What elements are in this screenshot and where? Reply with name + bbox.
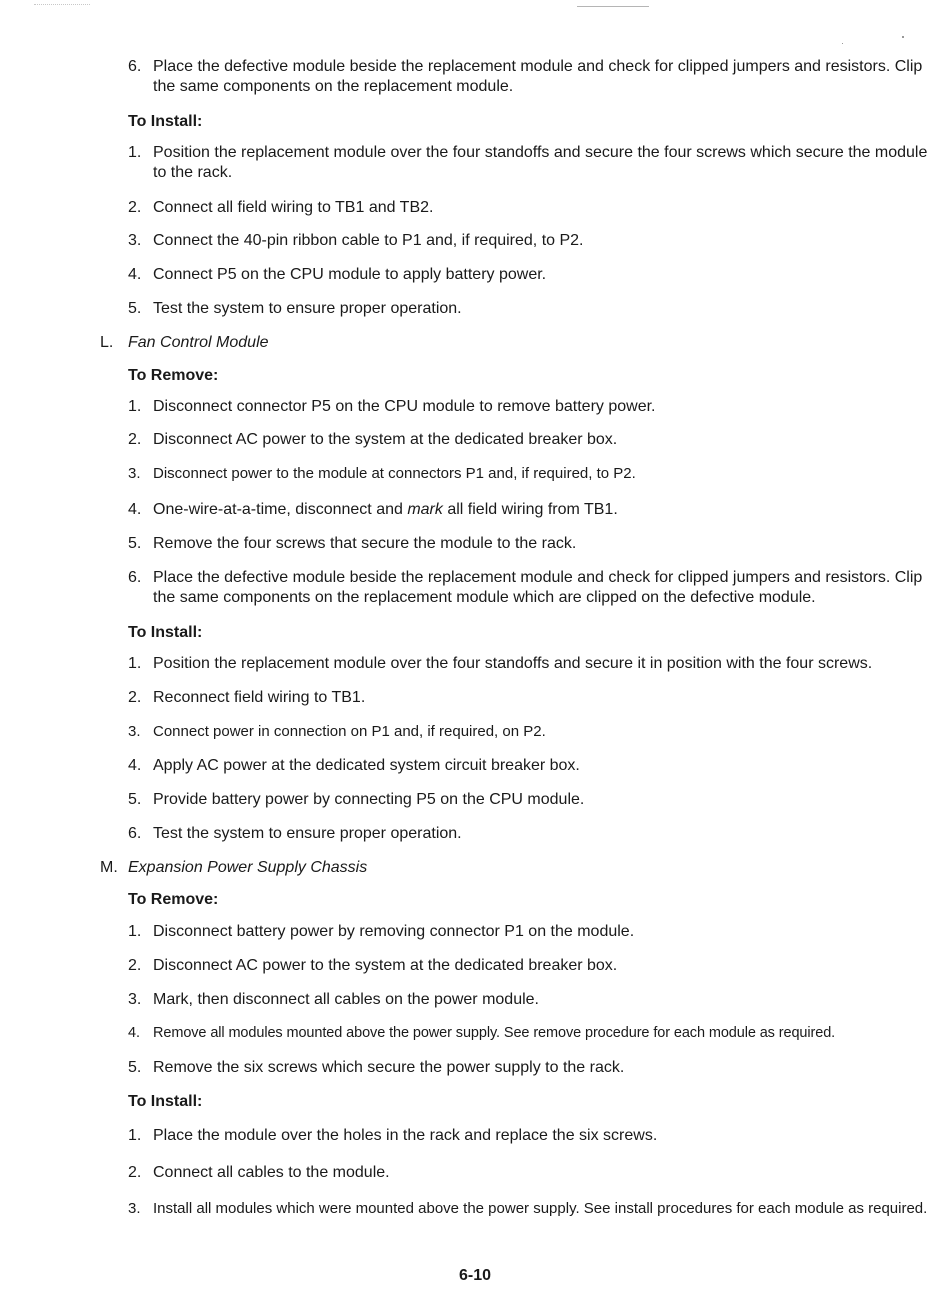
item-number: 2. <box>128 689 142 706</box>
item-text-part: all field wiring from TB1. <box>442 501 618 518</box>
section-letter: L. <box>100 334 114 351</box>
item-number: 1. <box>128 1127 142 1144</box>
section-title: Expansion Power Supply Chassis <box>128 859 368 876</box>
item-text: Place the module over the holes in the rack and replace the six screws. <box>153 1127 658 1144</box>
item-text: Connect all cables to the module. <box>153 1164 390 1181</box>
item-number: 4. <box>128 501 142 518</box>
item-text: Place the defective module beside the replacement module and check for clipped jumpers and resistors. Clip the same components on the replacement module which are clipped on the defective module. <box>153 569 923 606</box>
item-text: Disconnect AC power to the system at the dedicated breaker box. <box>153 957 618 974</box>
item-number: 4. <box>128 757 142 774</box>
list-item <box>128 922 928 942</box>
list-item <box>128 824 928 844</box>
item-number: 2. <box>128 431 142 448</box>
item-text: Connect all field wiring to TB1 and TB2. <box>153 199 434 216</box>
item-number: 5. <box>128 535 142 552</box>
subheading-to-remove: To Remove: <box>128 367 219 384</box>
subheading-to-remove: To Remove: <box>128 891 219 908</box>
item-number: 6. <box>128 58 142 75</box>
item-text: Install all modules which were mounted above the power supply. See install procedures for each module as required. <box>153 1200 928 1217</box>
item-text: Disconnect connector P5 on the CPU module to remove battery power. <box>153 398 656 415</box>
list-item <box>128 1163 928 1183</box>
item-text: Test the system to ensure proper operation. <box>153 825 462 842</box>
item-text: Disconnect AC power to the system at the dedicated breaker box. <box>153 431 618 448</box>
item-text: Disconnect battery power by removing connector P1 on the module. <box>153 923 635 940</box>
scan-artifact-dots <box>34 4 90 6</box>
item-number: 3. <box>128 723 141 740</box>
list-item <box>128 143 928 183</box>
list-item <box>128 299 928 319</box>
item-number: 6. <box>128 569 142 586</box>
list-item <box>128 265 928 285</box>
list-item <box>128 956 928 976</box>
item-text: Position the replacement module over the four standoffs and secure it in position with the four screws. <box>153 655 873 672</box>
list-item <box>128 1199 928 1219</box>
list-item <box>128 534 928 554</box>
section-heading-fan-control <box>100 333 269 353</box>
list-item <box>128 464 928 484</box>
section-heading-expansion-power <box>100 858 367 878</box>
list-item <box>128 500 928 520</box>
item-number: 3. <box>128 465 141 482</box>
item-text: Connect power in connection on P1 and, if required, on P2. <box>153 723 546 740</box>
item-number: 2. <box>128 957 142 974</box>
list-item <box>128 430 928 450</box>
item-number: 3. <box>128 1200 141 1217</box>
list-item <box>128 654 928 674</box>
item-number: 1. <box>128 655 142 672</box>
scan-speck <box>902 36 904 38</box>
list-item <box>128 1058 928 1078</box>
item-text: Reconnect field wiring to TB1. <box>153 689 366 706</box>
list-item <box>128 1126 928 1146</box>
list-item <box>128 198 928 218</box>
item-text: Place the defective module beside the replacement module and check for clipped jumpers and resistors. Clip the same components on the replacement module. <box>153 58 923 95</box>
section-letter: M. <box>100 859 118 876</box>
list-item <box>128 568 928 608</box>
item-number: 5. <box>128 300 142 317</box>
item-text-part: One-wire-at-a-time, disconnect and <box>153 501 408 518</box>
emphasis-mark: mark <box>407 501 443 518</box>
item-number: 3. <box>128 232 142 249</box>
item-text: Connect the 40-pin ribbon cable to P1 and, if required, to P2. <box>153 232 584 249</box>
list-item <box>128 397 928 417</box>
item-text: Apply AC power at the dedicated system circuit breaker box. <box>153 757 580 774</box>
list-item <box>128 231 928 251</box>
item-number: 1. <box>128 144 142 161</box>
item-number: 5. <box>128 791 142 808</box>
item-number: 5. <box>128 1059 142 1076</box>
list-item <box>128 57 928 97</box>
page-number: 6-10 <box>458 1267 492 1284</box>
item-text: Remove the four screws that secure the module to the rack. <box>153 535 577 552</box>
item-text: Test the system to ensure proper operation. <box>153 300 462 317</box>
item-number: 2. <box>128 1164 142 1181</box>
item-text: Position the replacement module over the four standoffs and secure the four screws which secure the module to the rack. <box>153 144 928 181</box>
list-item <box>128 790 928 810</box>
list-item <box>128 990 928 1010</box>
list-item <box>128 756 928 776</box>
item-text: Remove the six screws which secure the power supply to the rack. <box>153 1059 625 1076</box>
scan-artifact-line <box>577 6 649 7</box>
subheading-to-install: To Install: <box>128 1093 203 1110</box>
item-number: 2. <box>128 199 142 216</box>
item-text: Disconnect power to the module at connectors P1 and, if required, to P2. <box>153 465 636 482</box>
section-title: Fan Control Module <box>128 334 269 351</box>
item-number: 4. <box>128 266 142 283</box>
item-number: 1. <box>128 923 142 940</box>
item-number: 4. <box>128 1025 140 1041</box>
subheading-to-install: To Install: <box>128 624 203 641</box>
item-text: Connect P5 on the CPU module to apply battery power. <box>153 266 547 283</box>
subheading-to-install: To Install: <box>128 113 203 130</box>
item-number: 3. <box>128 991 142 1008</box>
list-item <box>128 1023 928 1043</box>
list-item <box>128 688 928 708</box>
item-text: Remove all modules mounted above the power supply. See remove procedure for each module as required. <box>153 1025 836 1041</box>
item-text <box>153 500 928 520</box>
scan-speck <box>842 43 843 44</box>
item-text: Provide battery power by connecting P5 on the CPU module. <box>153 791 585 808</box>
list-item <box>128 722 928 742</box>
item-number: 1. <box>128 398 142 415</box>
item-text: Mark, then disconnect all cables on the power module. <box>153 991 539 1008</box>
item-number: 6. <box>128 825 142 842</box>
